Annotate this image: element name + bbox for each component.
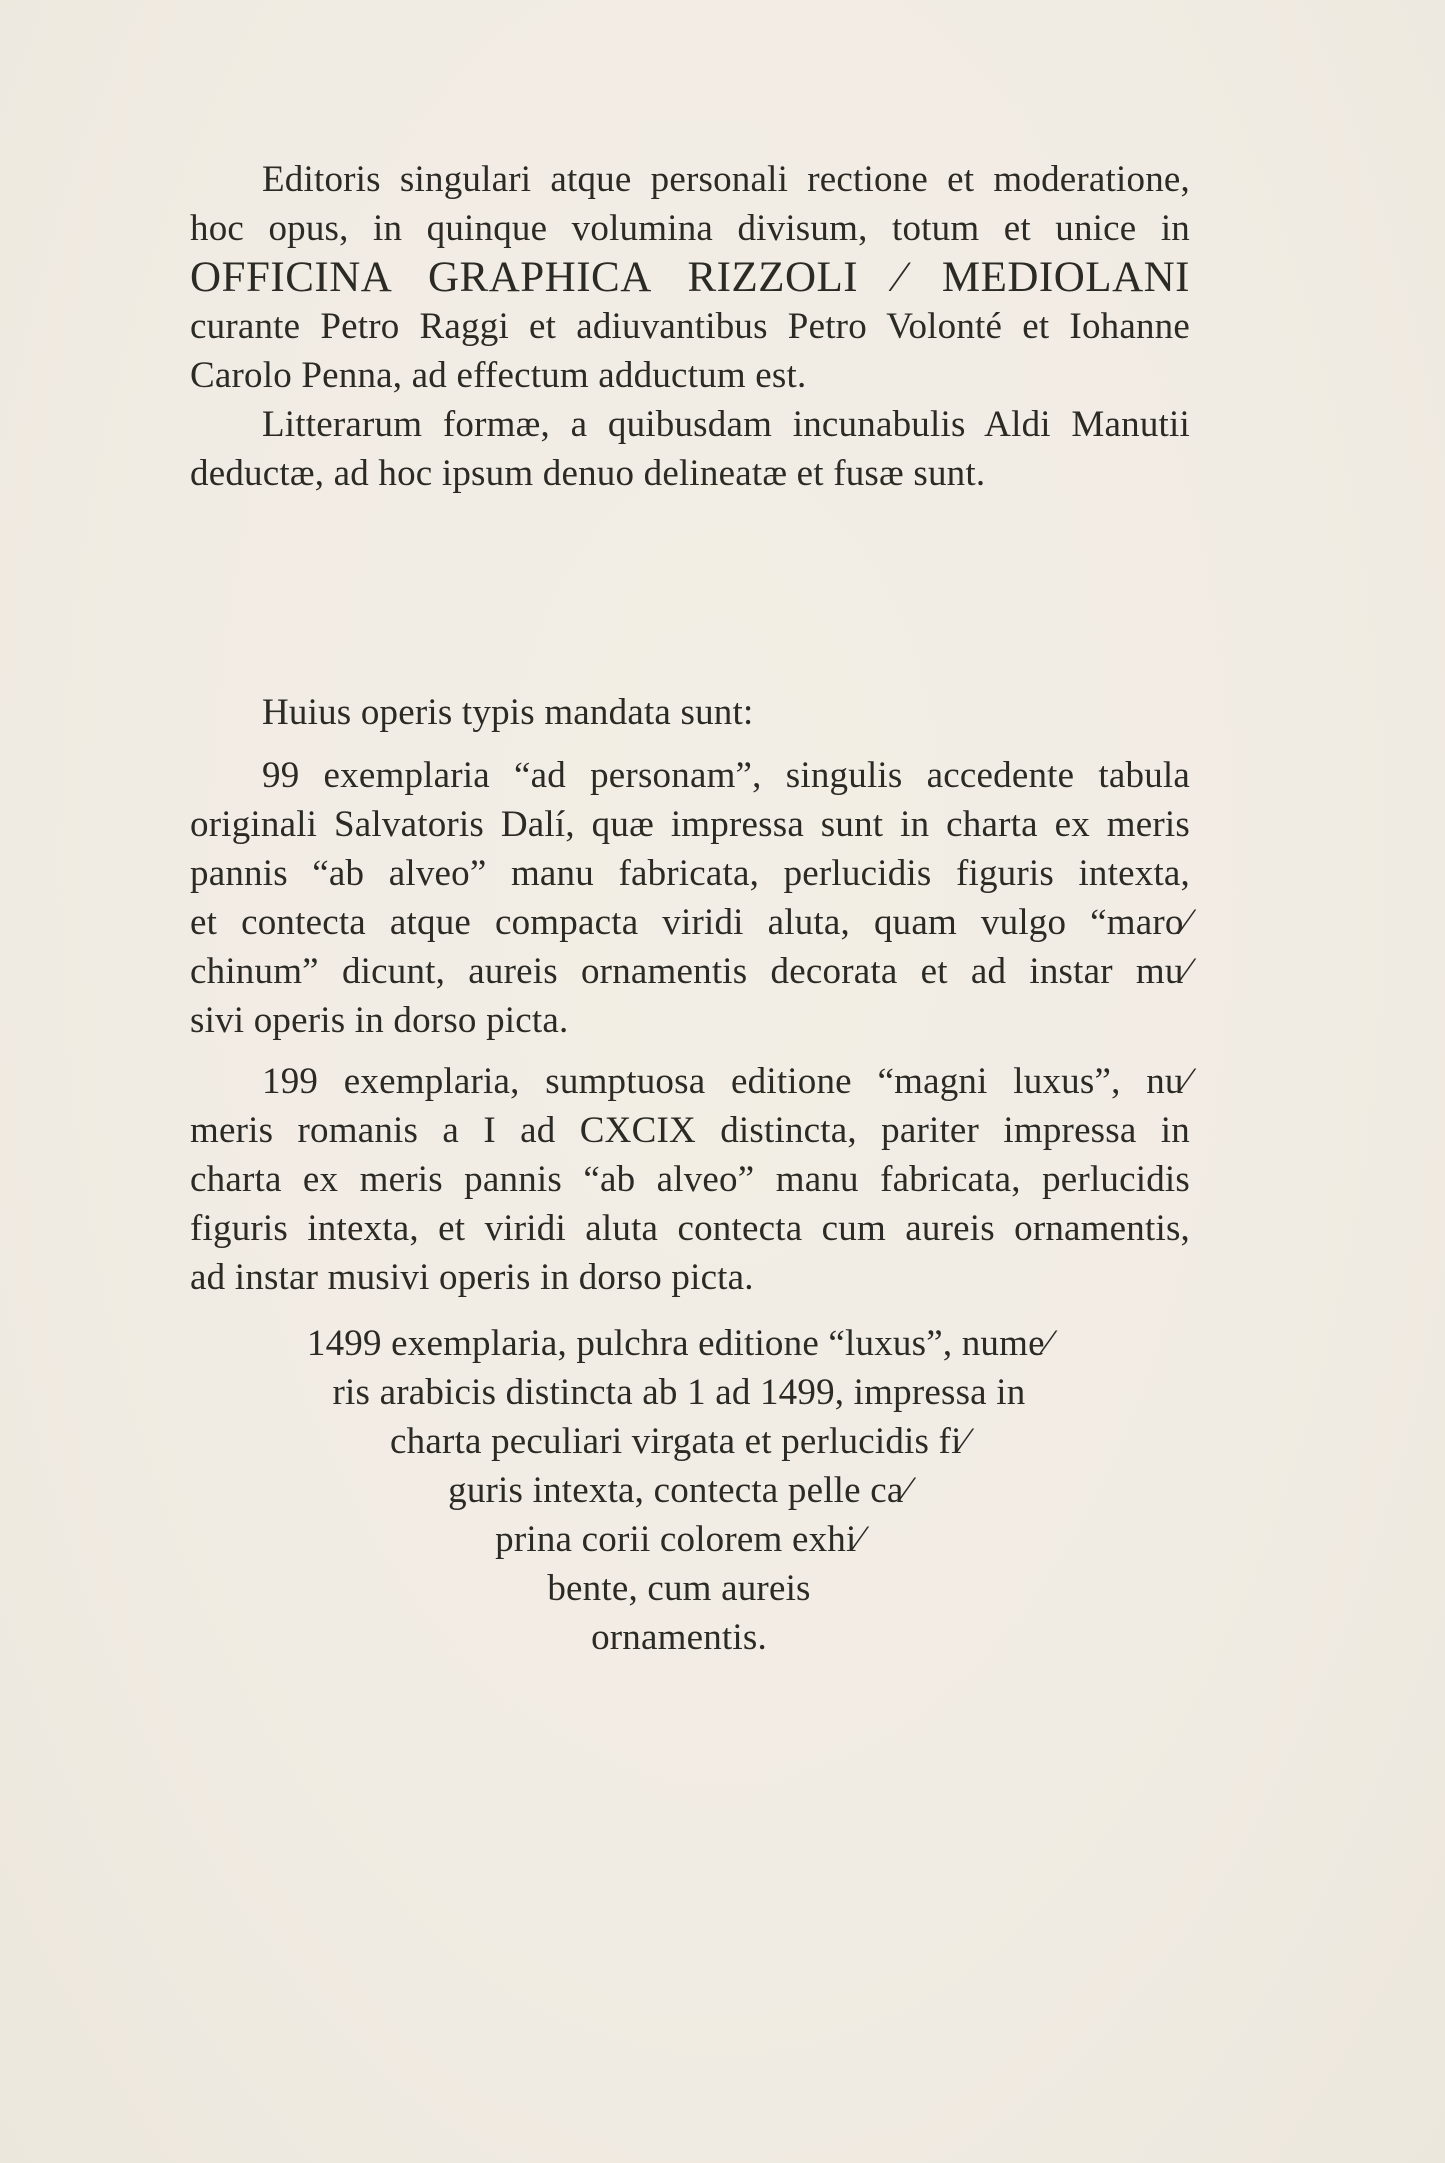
text-line: 199 exemplaria, sumptuosa editione “magni luxus”, nu⁄ <box>262 1061 1190 1102</box>
text-line: charta peculiari virgata et perlucidis fi⁄ <box>390 1421 968 1462</box>
text-line: hoc opus, in quinque volumina divisum, totum et unice in <box>190 208 1190 249</box>
text-line: figuris intexta, et viridi aluta contecta cum aureis ornamentis, <box>190 1208 1190 1249</box>
text-line: ris arabicis distincta ab 1 ad 1499, impressa in <box>332 1372 1026 1413</box>
paragraph-production-credits <box>190 155 1190 400</box>
text-line: 1499 exemplaria, pulchra editione “luxus”, nume⁄ <box>306 1323 1052 1364</box>
colophon-text-block <box>190 155 1190 1662</box>
officina-rizzoli-line: OFFICINA GRAPHICA RIZZOLI ⁄ MEDIOLANI <box>190 254 1190 301</box>
text-line: Editoris singulari atque personali rectione et moderatione, <box>262 159 1190 200</box>
text-line: deductæ, ad hoc ipsum denuo delineatæ et fusæ sunt. <box>190 453 986 494</box>
paragraph-edition-1499-triangle <box>179 1319 1179 1662</box>
text-line: 99 exemplaria “ad personam”, singulis accedente tabula <box>262 755 1190 796</box>
paragraph-edition-199 <box>190 1057 1190 1302</box>
text-line: chinum” dicunt, aureis ornamentis decorata et ad instar mu⁄ <box>190 951 1190 992</box>
text-line: meris romanis a I ad CXCIX distincta, pariter impressa in <box>190 1110 1190 1151</box>
text-line: originali Salvatoris Dalí, quæ impressa sunt in charta ex meris <box>190 804 1190 845</box>
text-line: ad instar musivi operis in dorso picta. <box>190 1257 754 1298</box>
text-line: Carolo Penna, ad effectum adductum est. <box>190 355 807 396</box>
paragraph-edition-99 <box>190 751 1190 1045</box>
text-line: et contecta atque compacta viridi aluta, quam vulgo “maro⁄ <box>190 902 1190 943</box>
paragraph-typeface-note <box>190 400 1190 498</box>
text-line: prina corii colorem exhi⁄ <box>495 1519 863 1560</box>
text-line: bente, cum aureis <box>547 1568 811 1609</box>
text-line: ornamentis. <box>591 1617 767 1658</box>
editions-heading: Huius operis typis mandata sunt: <box>262 692 754 733</box>
text-line: guris intexta, contecta pelle ca⁄ <box>448 1470 910 1511</box>
text-line: Litterarum formæ, a quibusdam incunabulis Aldi Manutii <box>262 404 1190 445</box>
text-line: pannis “ab alveo” manu fabricata, perlucidis figuris intexta, <box>190 853 1190 894</box>
text-line: curante Petro Raggi et adiuvantibus Petro Volonté et Iohanne <box>190 306 1190 347</box>
text-line: charta ex meris pannis “ab alveo” manu fabricata, perlucidis <box>190 1159 1190 1200</box>
text-line: sivi operis in dorso picta. <box>190 1000 569 1041</box>
